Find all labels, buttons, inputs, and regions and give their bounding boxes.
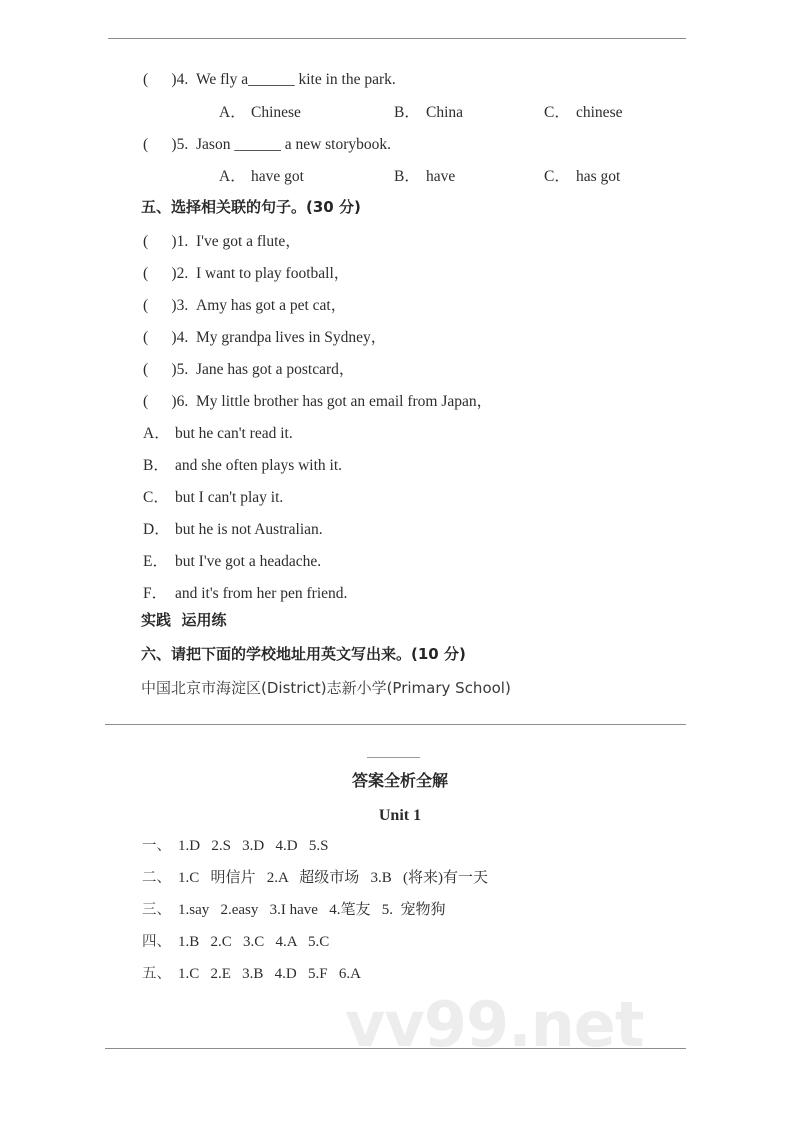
section-five-item-5-text: Jane has got a postcard，: [196, 361, 355, 378]
question-5-text: Jason ______ a new storybook.: [196, 136, 392, 153]
question-5-option-a-text: have got: [251, 168, 304, 185]
section-five-item-5-marker: ( )5.: [143, 361, 189, 378]
section-five-item-3-marker: ( )3.: [143, 297, 189, 314]
section-five-item-1-marker: ( )1.: [143, 233, 189, 250]
section-five-item-1-text: I've got a flute，: [196, 233, 301, 250]
section-five-choice-f-label: F．: [143, 585, 168, 602]
section-five-item-3-text: Amy has got a pet cat，: [196, 297, 347, 314]
answer-line-2-body: 1.C 明信片 2.A 超级市场 3.B (将来)有一天: [178, 870, 489, 886]
question-4-option-c-text: chinese: [576, 104, 623, 121]
answer-line-3-label: 三、: [142, 902, 171, 918]
practice-band-label: 实践 运用练: [141, 611, 227, 629]
question-5-option-b-text: have: [426, 168, 456, 185]
answer-line-5-body: 1.C 2.E 3.B 4.D 5.F 6.A: [178, 966, 361, 982]
question-4-option-b-label: B．: [394, 104, 420, 121]
question-4-option-c-label: C．: [544, 104, 570, 121]
question-5-option-c-label: C．: [544, 168, 570, 185]
section-five-choice-b-text: and she often plays with it.: [175, 457, 343, 474]
section-five-choice-d-label: D．: [143, 521, 170, 538]
question-4-option-a-text: Chinese: [251, 104, 301, 121]
answer-line-4-label: 四、: [142, 934, 171, 950]
section-five-choice-b-label: B．: [143, 457, 169, 474]
section-five-choice-d-text: but he is not Australian.: [175, 521, 323, 538]
section-five-item-6-text: My little brother has got an email from Japan，: [196, 393, 493, 410]
section-five-choice-a-text: but he can't read it.: [175, 425, 293, 442]
question-5-option-b-label: B．: [394, 168, 420, 185]
section-five-heading: 五、选择相关联的句子。(30 分): [141, 198, 361, 216]
question-5-option-c-text: has got: [576, 168, 621, 185]
answer-line-2-label: 二、: [142, 870, 171, 886]
section-five-item-4-text: My grandpa lives in Sydney，: [196, 329, 387, 346]
question-4-option-a-label: A．: [219, 104, 246, 121]
question-5-option-a-label: A．: [219, 168, 246, 185]
section-five-item-2-text: I want to play football，: [196, 265, 350, 282]
answer-line-5-label: 五、: [142, 966, 171, 982]
section-five-choice-c-label: C．: [143, 489, 169, 506]
section-five-choice-a-label: A．: [143, 425, 170, 442]
section-five-choice-c-text: but I can't play it.: [175, 489, 284, 506]
answer-key-title: 答案全析全解: [351, 771, 448, 790]
question-5-marker: ( )5.: [143, 136, 189, 153]
section-five-item-4-marker: ( )4.: [143, 329, 189, 346]
section-five-choice-e-text: but I've got a headache.: [175, 553, 322, 570]
question-4-option-b-text: China: [426, 104, 464, 121]
section-five-choice-f-text: and it's from her pen friend.: [175, 585, 348, 602]
question-4-marker: ( )4.: [143, 71, 189, 88]
answer-line-4-body: 1.B 2.C 3.C 4.A 5.C: [178, 934, 330, 950]
answer-line-1-body: 1.D 2.S 3.D 4.D 5.S: [178, 838, 329, 854]
section-five-choice-e-label: E．: [143, 553, 168, 570]
answer-line-3-body: 1.say 2.easy 3.I have 4.笔友 5. 宠物狗: [178, 902, 446, 918]
question-4-text: We fly a______ kite in the park.: [196, 71, 396, 88]
answer-line-1-label: 一、: [142, 838, 171, 854]
section-six-address: 中国北京市海淀区(District)志新小学(Primary School): [141, 679, 511, 697]
section-six-heading: 六、请把下面的学校地址用英文写出来。(10 分): [141, 645, 466, 663]
section-five-item-2-marker: ( )2.: [143, 265, 189, 282]
section-five-item-6-marker: ( )6.: [143, 393, 189, 410]
site-watermark: vv99.net: [345, 988, 644, 1061]
answer-key-unit: Unit 1: [378, 807, 422, 824]
